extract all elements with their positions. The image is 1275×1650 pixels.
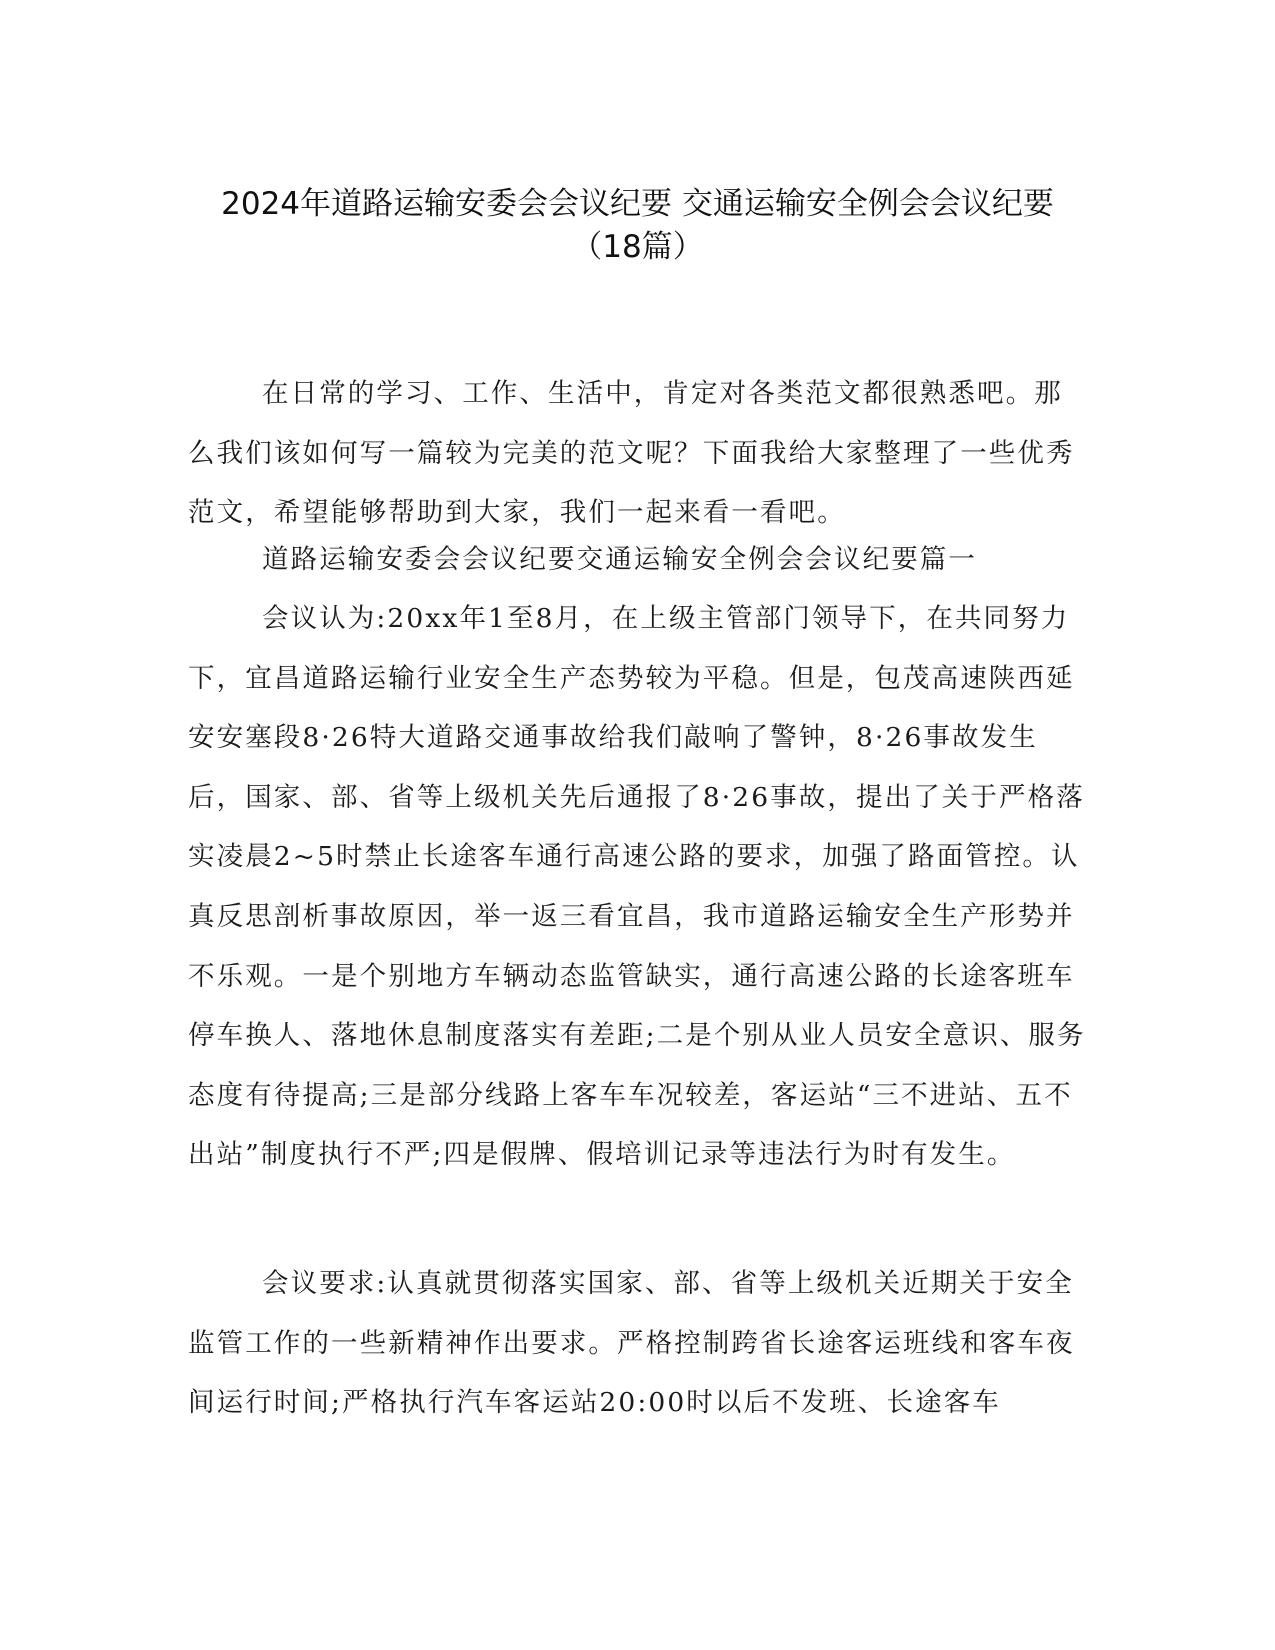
meeting-requirements-paragraph: 会议要求:认真就贯彻落实国家、部、省等上级机关近期关于安全监管工作的一些新精神作出要求。严格控制跨省长途客运班线和客车夜间运行时间;严格执行汽车客运站20:00时以后不发班、长途客车	[188, 1268, 1075, 1419]
meeting-findings-paragraph: 会议认为:20xx年1至8月，在上级主管部门领导下，在共同努力下，宜昌道路运输行业安全生产态势较为平稳。但是，包茂高速陕西延安安塞段8·26特大道路交通事故给我们敲响了警钟，8·26事故发生后，国家、部、省等上级机关先后通报了8·26事故，提出了关于严格落实凌晨2~5时禁止长途客车通行高速公路的要求，加强了路面管控。认真反思剖析事故原因，举一返三看宜昌，我市道路运输安全生产形势并不乐观。一是个别地方车辆动态监管缺实，通行高速公路的长途客班车停车换人、落地休息制度落实有差距;二是个别从业人员安全意识、服务态度有待提高;三是部分线路上客车车况较差，客运站“三不进站、五不出站”制度执行不严;四是假牌、假培训记录等违法行为时有发生。	[188, 603, 1086, 1171]
document-title-line-1: 2024年道路运输安委会会议纪要 交通运输安全例会会议纪要	[221, 186, 1054, 222]
intro-paragraph: 在日常的学习、工作、生活中，肯定对各类范文都很熟悉吧。那么我们该如何写一篇较为完美的范文呢？下面我给大家整理了一些优秀范文，希望能够帮助到大家，我们一起来看一看吧。	[188, 378, 1075, 529]
document-title-line-2: （18篇）	[571, 229, 704, 265]
section-heading: 道路运输安委会会议纪要交通运输安全例会会议纪要篇一	[262, 544, 977, 575]
